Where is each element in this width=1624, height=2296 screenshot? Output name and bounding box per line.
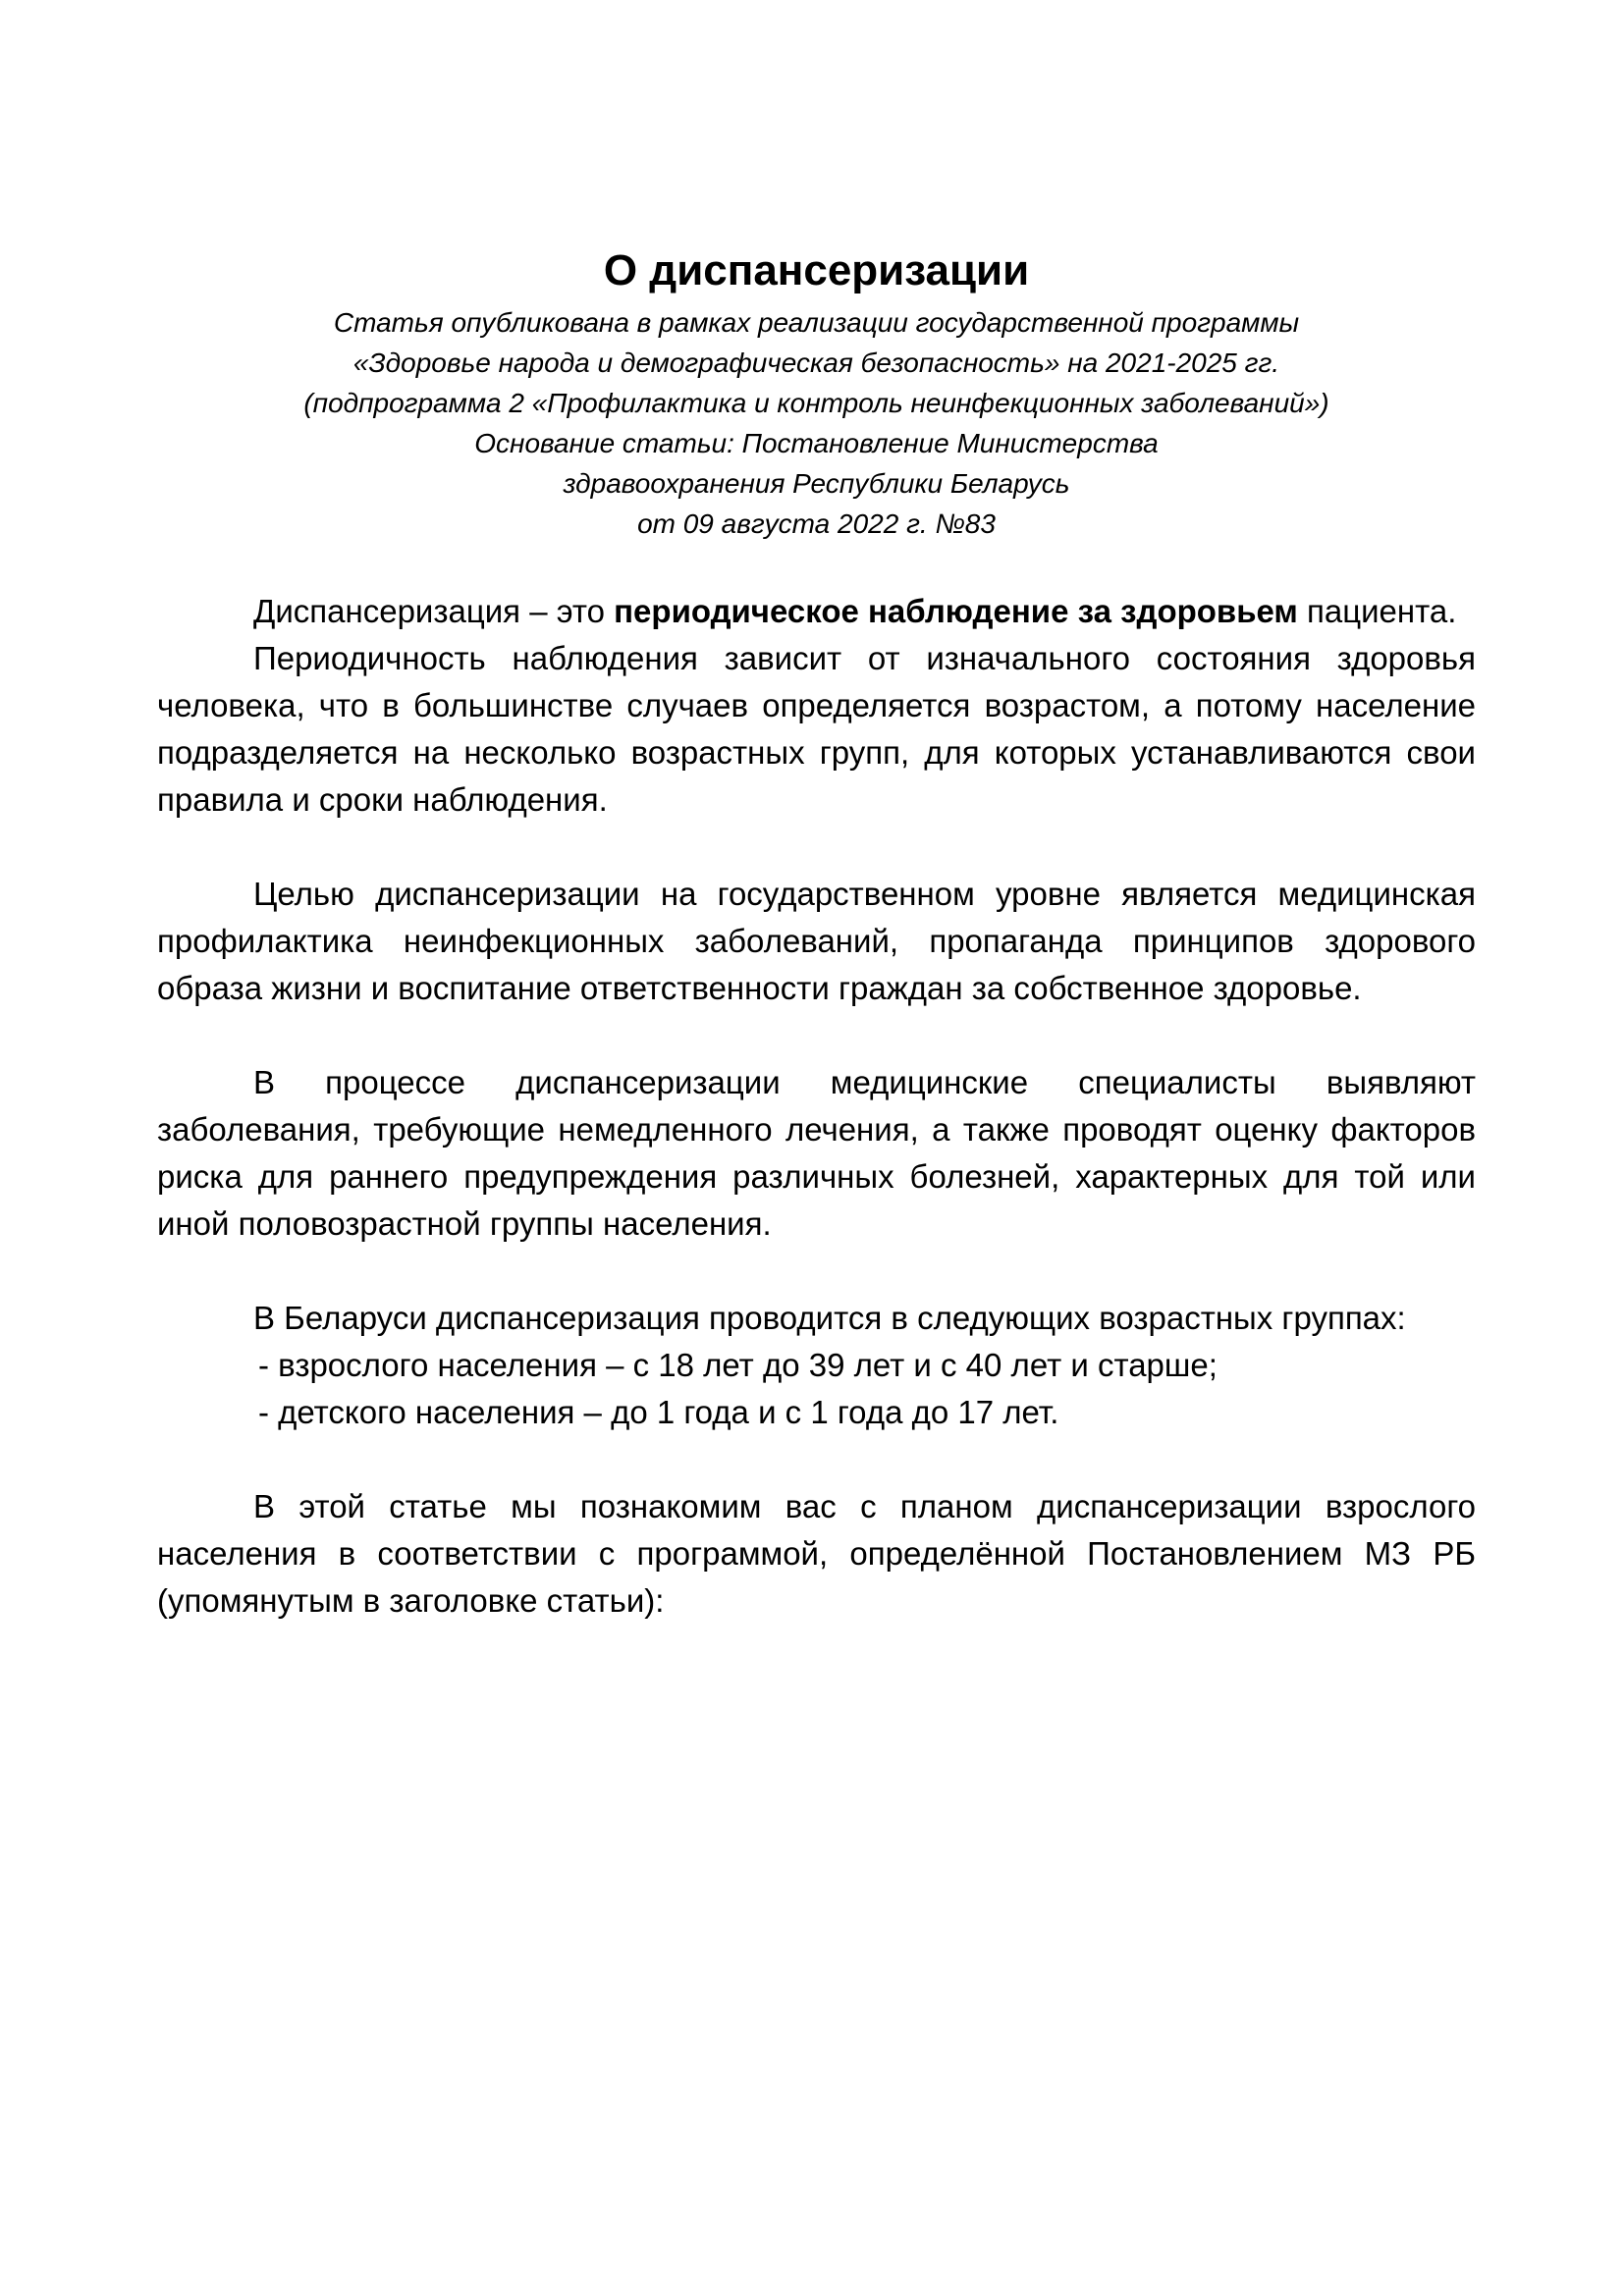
subtitle-line: «Здоровье народа и демографическая безопасность» на 2021-2025 гг.	[352, 347, 1280, 378]
paragraph-periodicity: Периодичность наблюдения зависит от изначального состояния здоровья человека, что в большинстве случаев определяется возрастом, а потому население подразделяется на несколько возрастных групп, для которых устанавливаются свои правила и сроки наблюдения.	[157, 640, 1476, 818]
subtitle-line: (подпрограмма 2 «Профилактика и контроль неинфекционных заболеваний»)	[303, 388, 1329, 418]
paragraph-intro-plan: В этой статье мы познакомим вас с планом диспансеризации взрослого населения в соответствии с программой, определённой Постановлением МЗ РБ (упомянутым в заголовке статьи):	[157, 1488, 1476, 1619]
bullet-adults: - взрослого населения – с 18 лет до 39 лет и с 40 лет и старше;	[258, 1347, 1218, 1383]
subtitle-line: здравоохранения Республики Беларусь	[563, 468, 1070, 499]
paragraph-definition-tail: пациента.	[1297, 593, 1457, 629]
paragraph-definition	[157, 588, 1476, 635]
subtitle-line: от 09 августа 2022 г. №83	[637, 508, 996, 539]
paragraph-age-groups: В Беларуси диспансеризация проводится в следующих возрастных группах:	[253, 1300, 1406, 1336]
paragraph-definition-bold: периодическое наблюдение за здоровьем	[614, 593, 1298, 629]
paragraph-definition-lead: Диспансеризация – это	[253, 593, 615, 629]
document-subtitle	[157, 302, 1476, 544]
bullet-children: - детского населения – до 1 года и с 1 года до 17 лет.	[258, 1394, 1059, 1430]
subtitle-line: Статья опубликована в рамках реализации государственной программы	[333, 307, 1300, 338]
paragraph-goal: Целью диспансеризации на государственном уровне является медицинская профилактика неинфекционных заболеваний, пропаганда принципов здорового образа жизни и воспитание ответственности граждан за собственное здоровье.	[157, 876, 1476, 1006]
subtitle-line: Основание статьи: Постановление Министерства	[474, 428, 1159, 458]
paragraph-process: В процессе диспансеризации медицинские специалисты выявляют заболевания, требующие немедленного лечения, а также проводят оценку факторов риска для раннего предупреждения различных болезней, характерных для той или иной половозрастной группы населения.	[157, 1064, 1476, 1242]
document-title: О диспансеризации	[603, 246, 1030, 294]
document-page	[157, 243, 1476, 1625]
